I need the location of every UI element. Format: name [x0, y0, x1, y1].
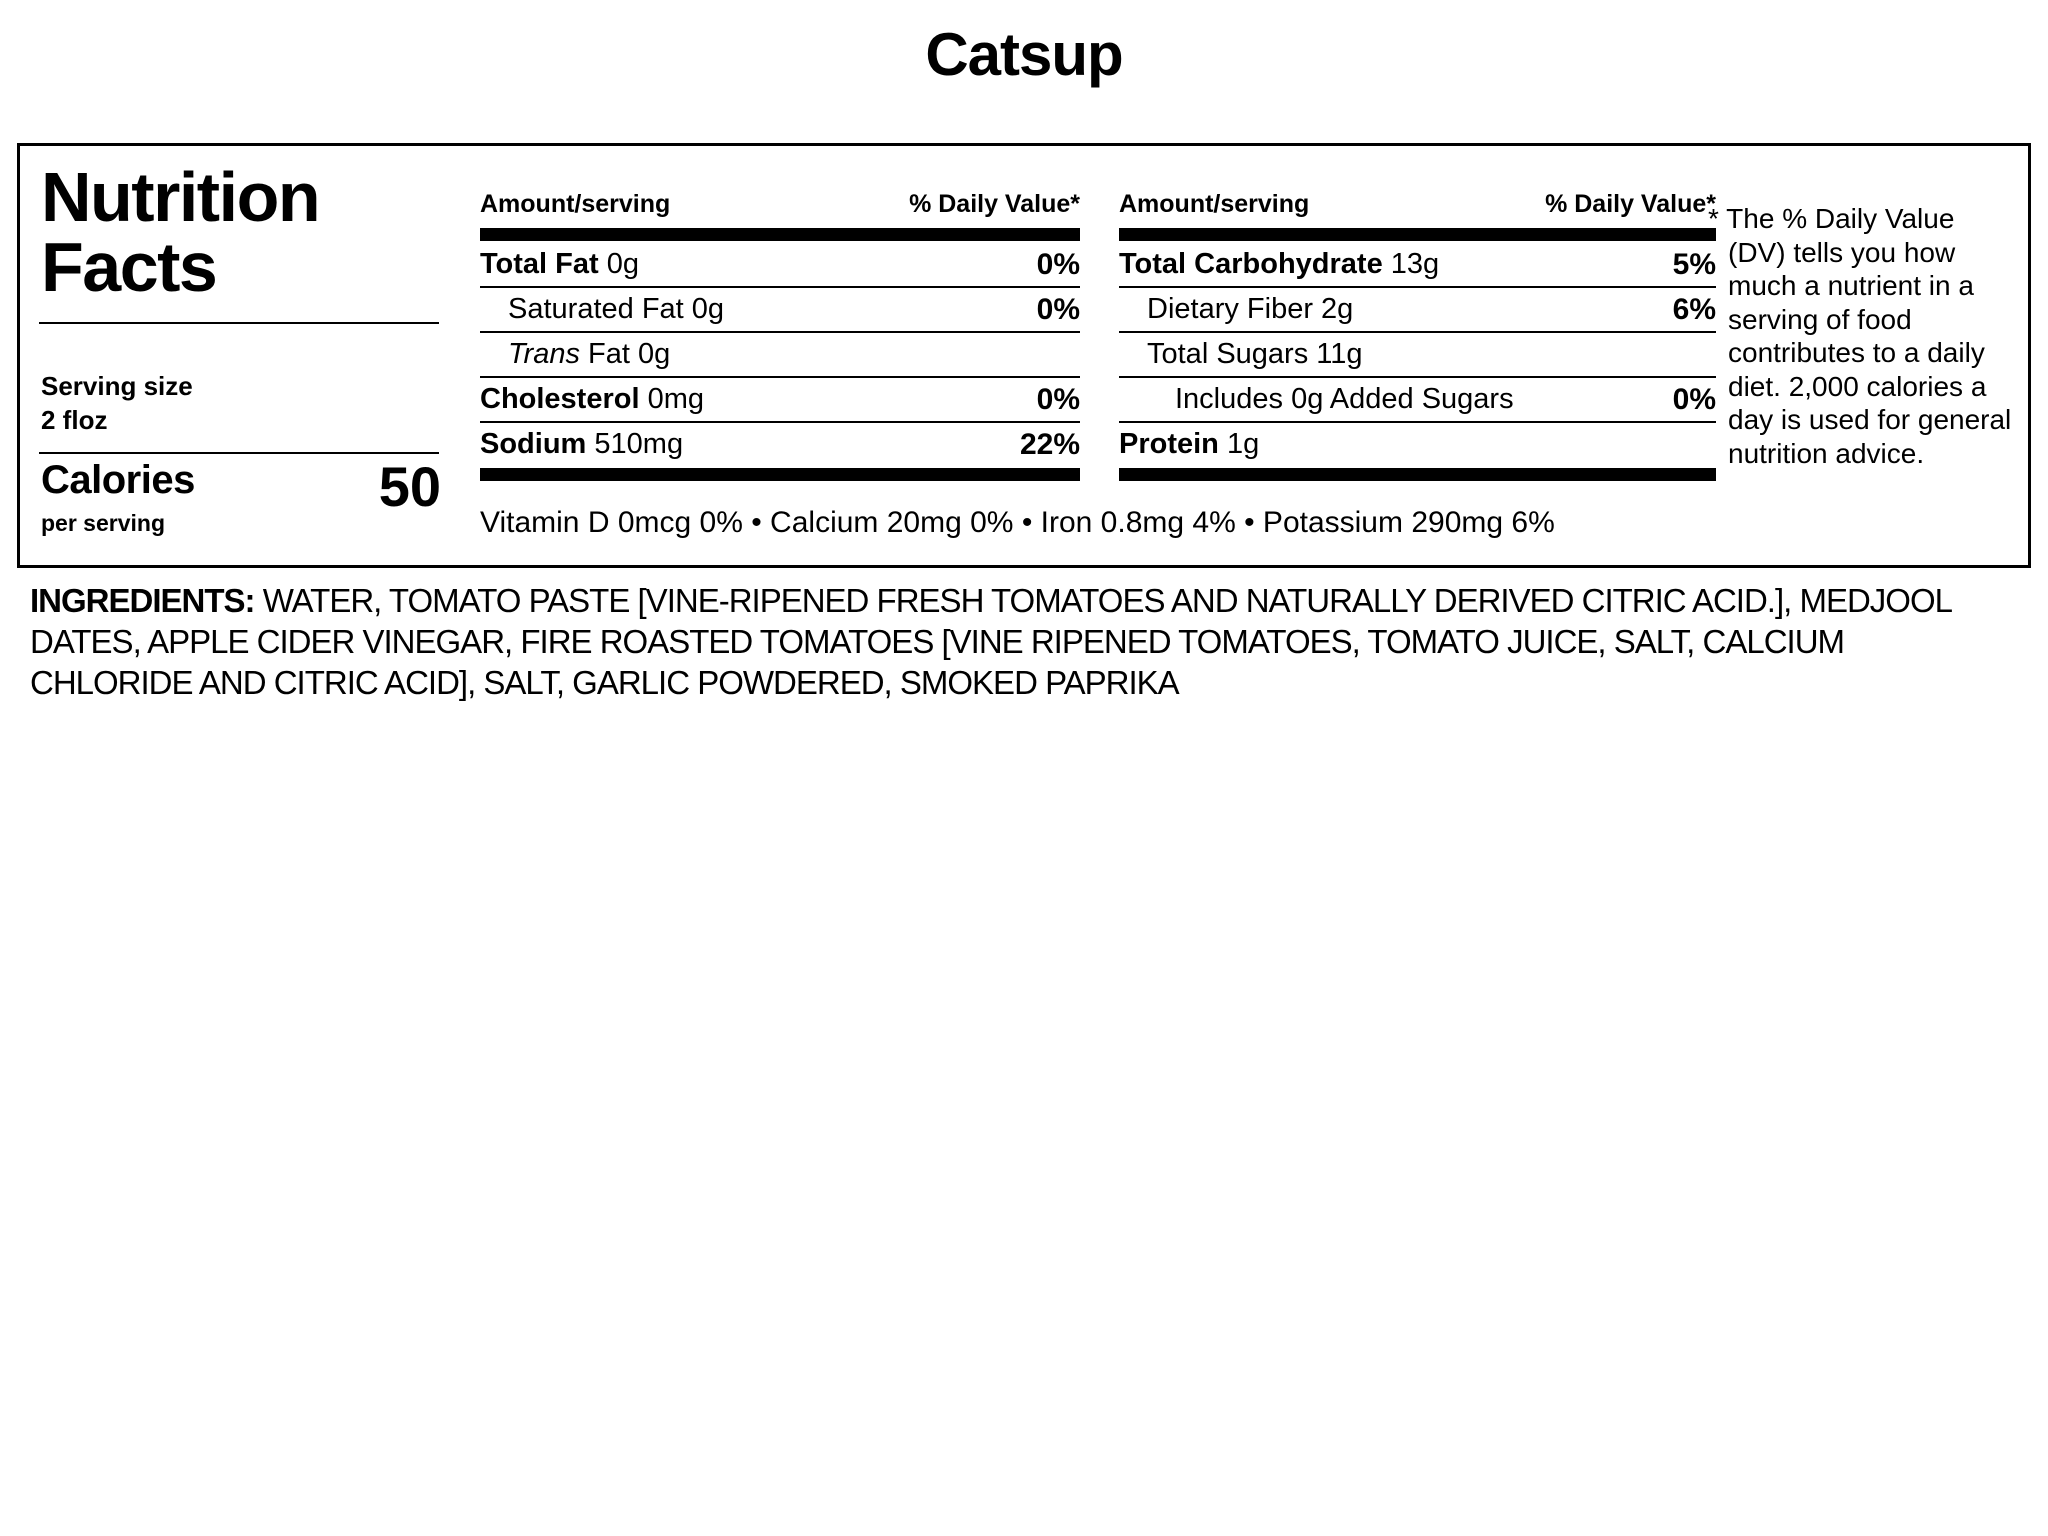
ingredients-paragraph [30, 580, 2010, 703]
brand-title-line1: Nutrition [41, 158, 320, 236]
nutrient-label: Protein 1g [1119, 428, 1260, 460]
micronutrients-line: Vitamin D 0mcg 0% • Calcium 20mg 0% • Iron 0.8mg 4% • Potassium 290mg 6% [480, 506, 1555, 539]
serving-size-label: Serving size [41, 371, 193, 401]
calories-value: 50 [378, 455, 441, 518]
ingredients-label: INGREDIENTS: [30, 582, 255, 619]
brand-title [41, 158, 320, 306]
panel-left-section [33, 146, 441, 565]
nutrient-daily-value: 0% [1036, 383, 1080, 416]
column-header-amount: Amount/serving [1119, 190, 1310, 218]
nutrient-row [1119, 243, 1716, 288]
column-header [1119, 190, 1716, 219]
nutrient-row [480, 378, 1080, 423]
nutrient-daily-value: 0% [1036, 248, 1080, 281]
nutrient-row [480, 333, 1080, 378]
nutrient-rows [1119, 243, 1716, 481]
separator-bar [1119, 228, 1716, 241]
nutrient-column [480, 146, 1080, 565]
nutrient-label: Saturated Fat 0g [508, 293, 725, 325]
nutrient-label: Includes 0g Added Sugars [1175, 383, 1514, 415]
nutrition-facts-panel [17, 143, 2031, 568]
nutrient-daily-value: 0% [1672, 383, 1716, 416]
nutrient-row [480, 423, 1080, 468]
calories-label: Calories [41, 458, 195, 502]
serving-size-value: 2 floz [41, 405, 108, 435]
calories-subtitle: per serving [41, 510, 165, 536]
column-header [480, 190, 1080, 219]
nutrient-row [480, 288, 1080, 333]
nutrient-row [480, 243, 1080, 288]
dv-footnote: * The % Daily Value (DV) tells you how much a nutrient in a serving of food contributes to a daily diet. 2,000 calories a day is used for general nutrition advice. [1708, 203, 2012, 469]
divider [39, 322, 439, 324]
nutrient-label: Trans Fat 0g [508, 338, 671, 370]
column-header-dv: % Daily Value* [909, 190, 1080, 218]
nutrient-daily-value: 0% [1036, 293, 1080, 326]
nutrient-label: Total Fat 0g [480, 248, 640, 280]
separator-bar [1119, 468, 1716, 481]
nutrient-column [1119, 146, 1716, 565]
nutrient-rows [480, 243, 1080, 481]
column-header-amount: Amount/serving [480, 190, 671, 218]
nutrient-label: Total Sugars 11g [1147, 338, 1363, 370]
brand-title-line2: Facts [41, 228, 217, 306]
nutrient-daily-value: 6% [1672, 293, 1716, 326]
nutrient-row [1119, 333, 1716, 378]
page-title: Catsup [925, 21, 1123, 88]
separator-bar [480, 228, 1080, 241]
nutrient-daily-value: 5% [1672, 248, 1716, 281]
nutrient-daily-value: 22% [1019, 428, 1080, 461]
nutrient-label: Sodium 510mg [480, 428, 684, 460]
ingredients-text: WATER, TOMATO PASTE [VINE-RIPENED FRESH TOMATOES AND NATURALLY DERIVED CITRIC ACID.], MEDJOOL DATES, APPLE CIDER VINEGAR, FIRE ROASTED TOMATOES [VINE RIPENED TOMATOES, TOMATO JUICE, SALT, CALCIUM CHLORIDE AND CITRIC ACID], SALT, GARLIC POWDERED, SMOKED PAPRIKA [30, 582, 1951, 701]
nutrient-label: Total Carbohydrate 13g [1119, 248, 1440, 280]
nutrient-row [1119, 288, 1716, 333]
separator-bar [480, 468, 1080, 481]
nutrient-row [1119, 423, 1716, 468]
nutrient-label: Cholesterol 0mg [480, 383, 705, 415]
nutrient-row [1119, 378, 1716, 423]
nutrient-label: Dietary Fiber 2g [1147, 293, 1354, 325]
column-header-dv: % Daily Value* [1545, 190, 1716, 218]
